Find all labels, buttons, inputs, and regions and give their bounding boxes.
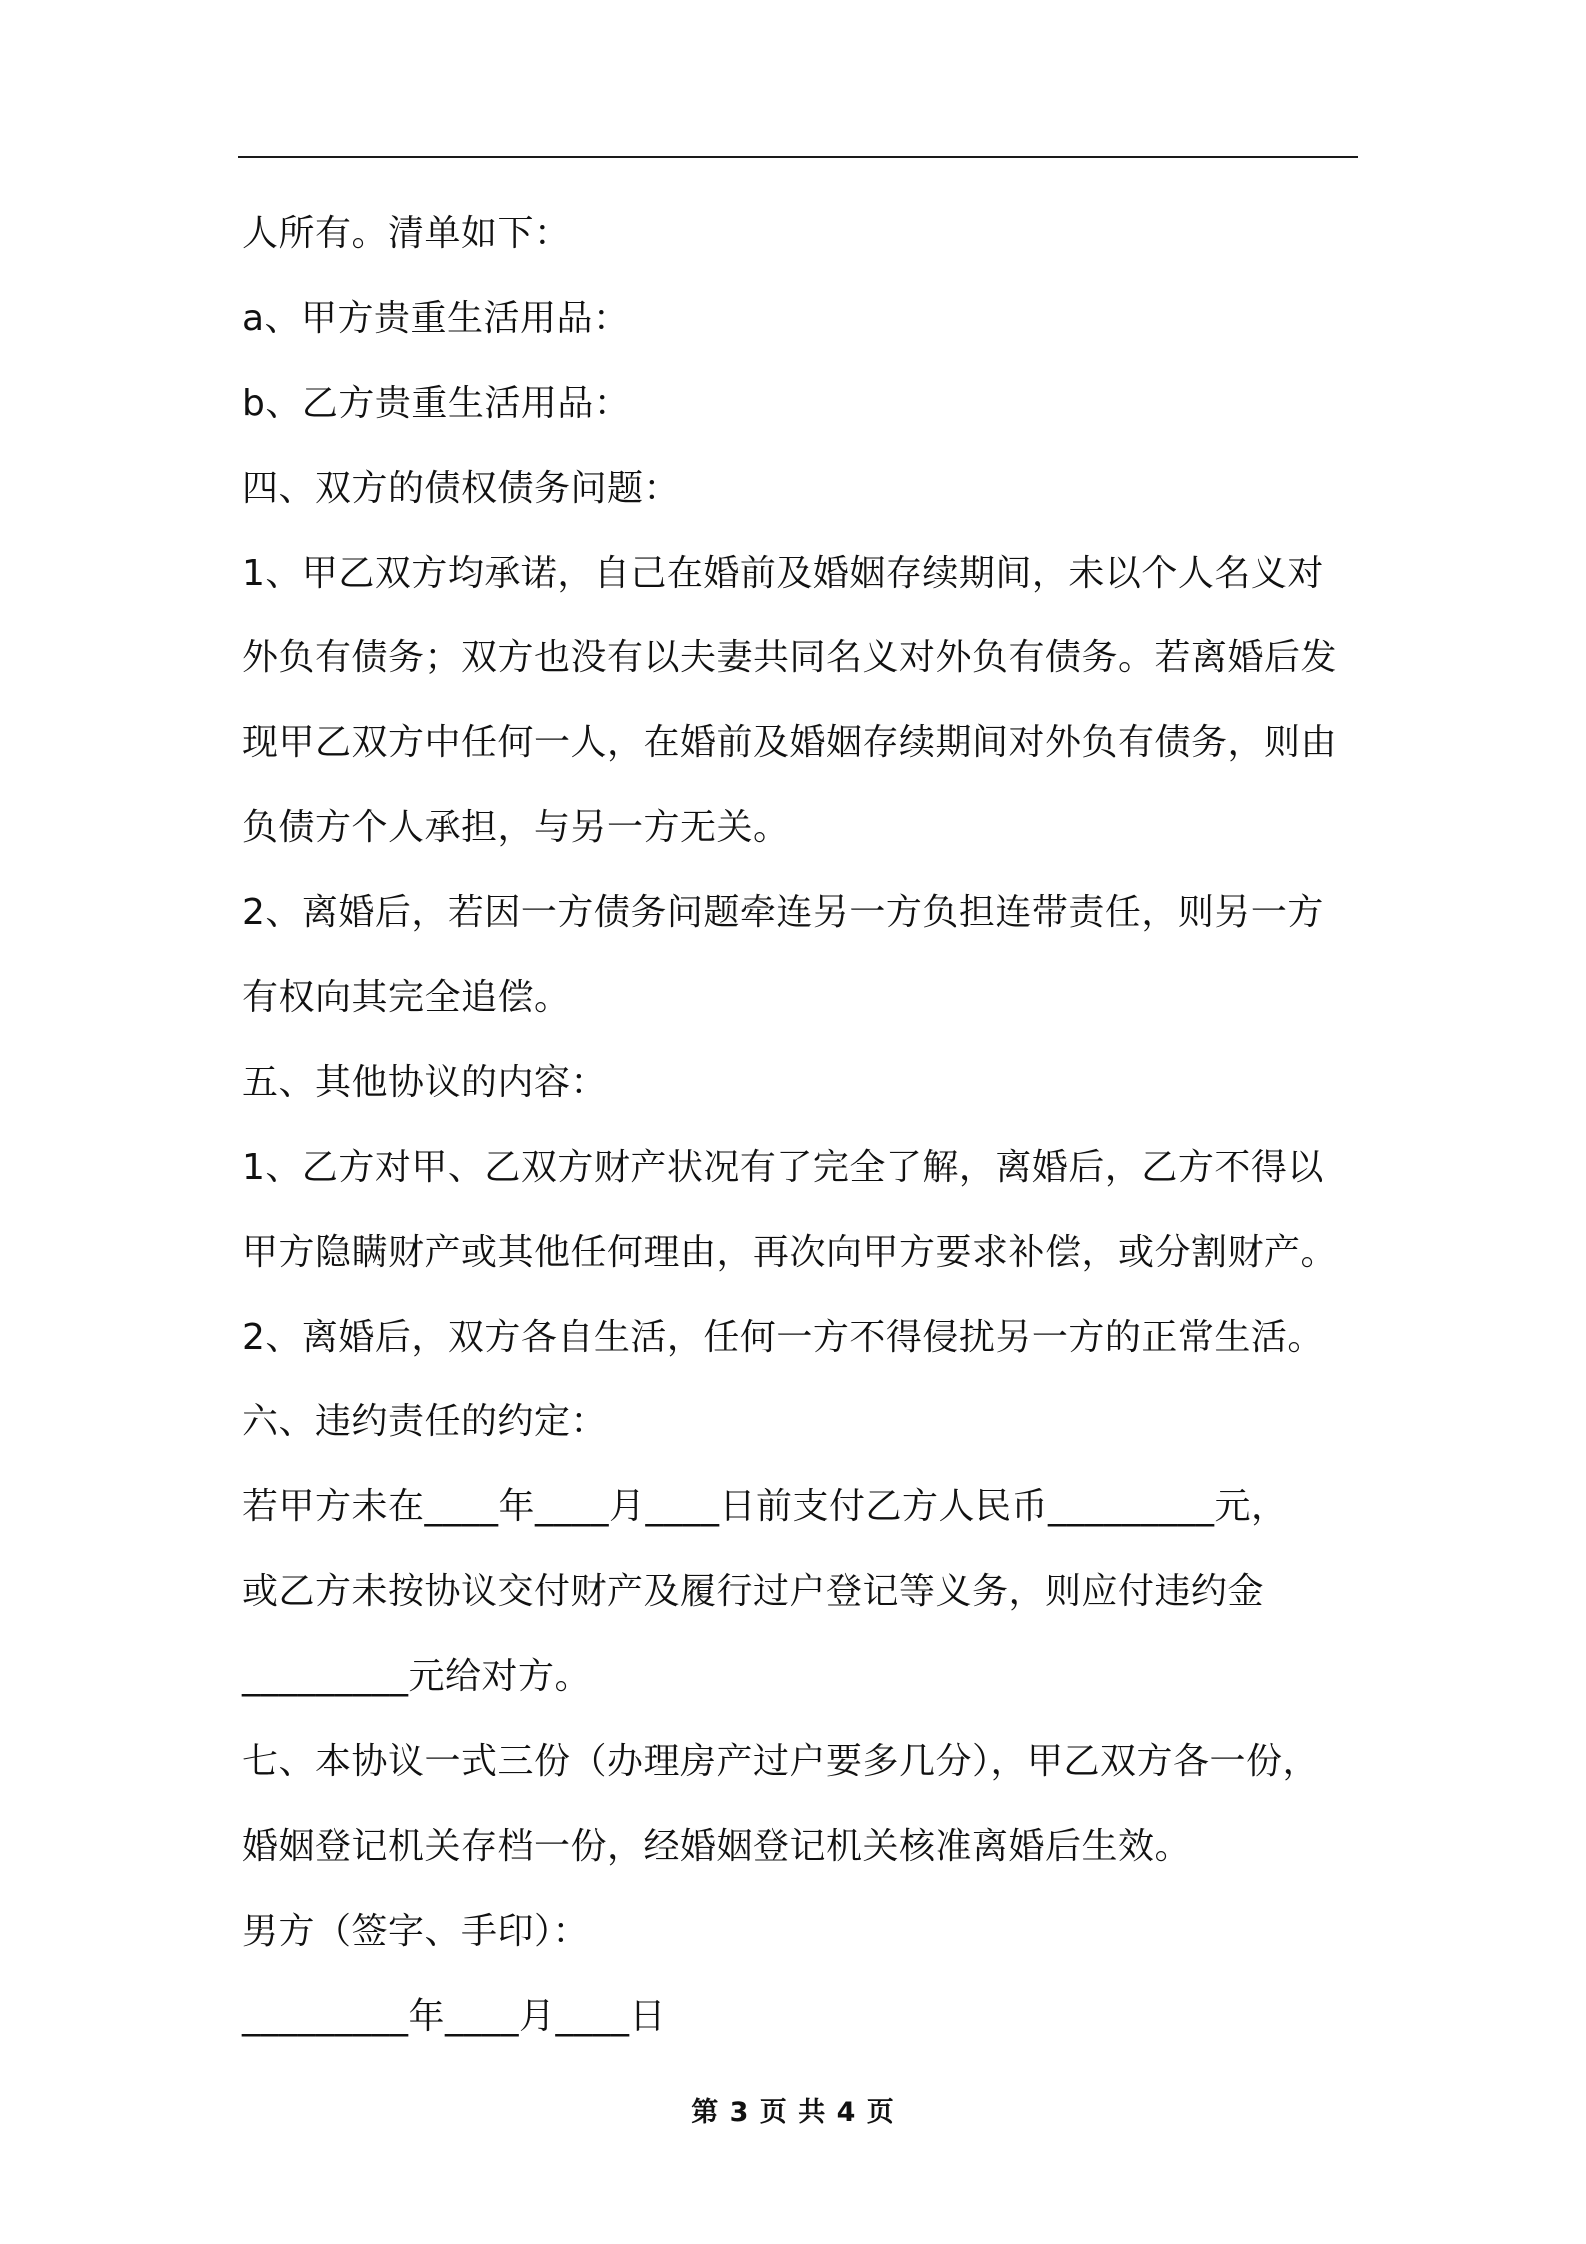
page-number: 第 3 页 共 4 页 bbox=[691, 2097, 895, 2128]
text-line: b、乙方贵重生活用品： bbox=[242, 382, 631, 424]
text-line: 外负有债务；双方也没有以夫妻共同名义对外负有债务。若离婚后发 bbox=[242, 637, 1338, 679]
text-line: 负债方个人承担，与另一方无关。 bbox=[242, 807, 790, 849]
header-rule bbox=[238, 156, 1358, 158]
section-heading: 七、本协议一式三份（办理房产过户要多几分），甲乙双方各一份， bbox=[242, 1741, 1320, 1783]
text-line: 现甲乙双方中任何一人，在婚前及婚姻存续期间对外负有债务，则由 bbox=[242, 722, 1338, 764]
text-line: 1、乙方对甲、乙双方财产状况有了完全了解，离婚后，乙方不得以 bbox=[242, 1146, 1324, 1188]
text-line: 人所有。清单如下： bbox=[242, 213, 571, 254]
text-line: a、甲方贵重生活用品： bbox=[242, 297, 630, 339]
text-line: 2、离婚后，双方各自生活，任何一方不得侵扰另一方的正常生活。 bbox=[242, 1316, 1324, 1358]
date-line: _________年____月____日 bbox=[242, 1995, 666, 2037]
section-heading: 四、双方的债权债务问题： bbox=[242, 467, 681, 509]
text-line: 有权向其完全追偿。 bbox=[242, 977, 571, 1019]
text-line: 或乙方未按协议交付财产及履行过户登记等义务，则应付违约金 bbox=[242, 1571, 1265, 1613]
section-heading: 五、其他协议的内容： bbox=[242, 1061, 608, 1103]
document-body bbox=[242, 192, 1372, 2060]
signature-label: 男方（签字、手印）： bbox=[242, 1910, 590, 1952]
text-line: 1、甲乙双方均承诺，自己在婚前及婚姻存续期间，未以个人名义对 bbox=[242, 552, 1324, 594]
text-line: 2、离婚后，若因一方债务问题牵连另一方负担连带责任，则另一方 bbox=[242, 892, 1324, 934]
section-heading: 六、违约责任的约定： bbox=[242, 1401, 608, 1443]
text-line: 甲方隐瞒财产或其他任何理由，再次向甲方要求补偿，或分割财产。 bbox=[242, 1231, 1338, 1273]
text-line: _________元给对方。 bbox=[242, 1656, 592, 1698]
text-line: 婚姻登记机关存档一份，经婚姻登记机关核准离婚后生效。 bbox=[242, 1825, 1192, 1867]
text-line: 若甲方未在____年____月____日前支付乙方人民币_________元， bbox=[242, 1486, 1288, 1528]
